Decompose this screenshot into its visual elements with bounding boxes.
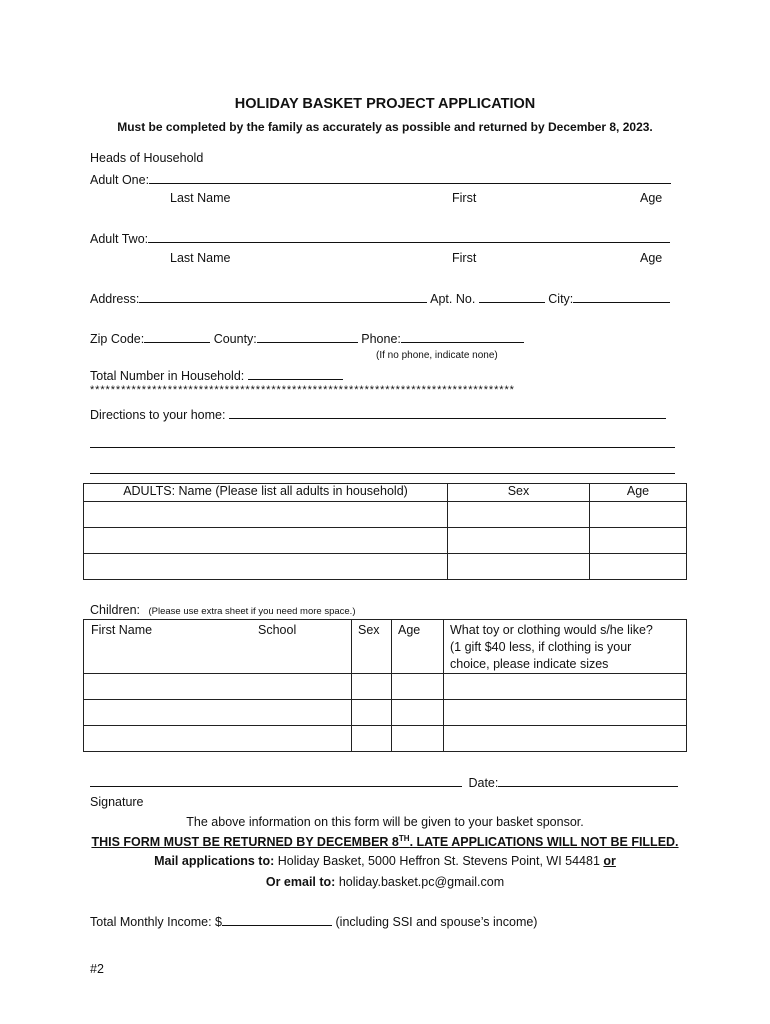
table-row: [84, 726, 687, 752]
household-label: Total Number in Household:: [90, 369, 245, 383]
signature-field[interactable]: [90, 775, 462, 787]
child-age-cell[interactable]: [392, 726, 444, 752]
form-title: HOLIDAY BASKET PROJECT APPLICATION: [234, 96, 536, 112]
adult-one-field[interactable]: [149, 172, 671, 184]
adults-name-header: ADULTS: Name (Please list all adults in household): [84, 484, 448, 502]
directions-field-2[interactable]: [90, 446, 675, 448]
adult-two-row: [90, 231, 670, 246]
deadline-post: . LATE APPLICATIONS WILL NOT BE FILLED.: [409, 835, 679, 850]
county-label: County:: [213, 332, 257, 346]
sponsor-note: The above information on this form will be given to your basket sponsor.: [186, 815, 584, 829]
date-label: Date:: [468, 776, 499, 790]
directions-field-3[interactable]: [90, 472, 675, 474]
children-header-row: [84, 620, 687, 674]
mail-label: Mail applications to:: [154, 854, 275, 868]
adult-one-row: [90, 172, 671, 187]
income-field[interactable]: [222, 914, 332, 926]
adult-two-label: Adult Two:: [90, 232, 149, 246]
adult-sex-cell[interactable]: [448, 554, 590, 580]
deadline-pre: THIS FORM MUST BE RETURNED BY DECEMBER 8: [91, 835, 399, 850]
children-sex-header: Sex: [352, 620, 392, 674]
children-gift-header: What toy or clothing would s/he like? (1 gift $40 less, if clothing is your choice, please indicate sizes: [444, 620, 687, 674]
income-row: [90, 914, 537, 929]
phone-field[interactable]: [401, 331, 524, 343]
zip-row: [90, 331, 524, 346]
table-row: [84, 674, 687, 700]
date-field[interactable]: [498, 775, 678, 787]
adult-age-cell[interactable]: [590, 502, 687, 528]
adults-header-row: [84, 484, 687, 502]
address-row: [90, 291, 670, 306]
directions-label: Directions to your home:: [90, 408, 226, 422]
mail-row: [0, 854, 770, 868]
adult-name-cell[interactable]: [84, 554, 448, 580]
income-label: Total Monthly Income: $: [90, 915, 223, 929]
adult-one-first-caption: First: [452, 191, 477, 205]
city-label: City:: [548, 292, 574, 306]
child-name-cell[interactable]: [84, 726, 352, 752]
income-note: (including SSI and spouse’s income): [335, 915, 538, 929]
children-name-school-header: [84, 620, 352, 674]
adults-sex-header: Sex: [448, 484, 590, 502]
mail-or: or: [603, 854, 616, 868]
zip-field[interactable]: [144, 331, 210, 343]
email-label: Or email to:: [265, 875, 336, 889]
child-sex-cell[interactable]: [352, 700, 392, 726]
deadline-notice: [0, 834, 770, 849]
child-gift-cell[interactable]: [444, 674, 687, 700]
children-note: (Please use extra sheet if you need more space.): [148, 606, 356, 617]
phone-label: Phone:: [361, 332, 401, 346]
page-number: #2: [90, 962, 104, 976]
signature-date-row: [90, 775, 678, 790]
table-row: [84, 554, 687, 580]
children-label-row: [90, 601, 356, 619]
child-gift-cell[interactable]: [444, 726, 687, 752]
phone-note: (If no phone, indicate none): [376, 350, 498, 361]
adult-age-cell[interactable]: [590, 528, 687, 554]
child-sex-cell[interactable]: [352, 674, 392, 700]
signature-label: Signature: [90, 795, 144, 809]
email-row: [0, 875, 770, 889]
child-name-cell[interactable]: [84, 674, 352, 700]
county-field[interactable]: [257, 331, 358, 343]
adult-name-cell[interactable]: [84, 502, 448, 528]
child-name-cell[interactable]: [84, 700, 352, 726]
adult-one-label: Adult One:: [90, 173, 150, 187]
star-divider: **********************************************************************************: [90, 384, 515, 396]
first-name-header: First Name: [91, 623, 153, 637]
adult-two-last-name-caption: Last Name: [170, 251, 231, 265]
children-table: [83, 619, 687, 752]
mail-address: Holiday Basket, 5000 Heffron St. Stevens Point, WI 54481: [277, 854, 600, 868]
directions-field-1[interactable]: [229, 407, 666, 419]
address-label: Address:: [90, 292, 140, 306]
apt-field[interactable]: [479, 291, 545, 303]
adult-sex-cell[interactable]: [448, 502, 590, 528]
heads-of-household-label: Heads of Household: [90, 151, 204, 165]
household-field[interactable]: [248, 368, 343, 380]
adult-two-first-caption: First: [452, 251, 477, 265]
school-header: School: [258, 623, 297, 637]
table-row: [84, 700, 687, 726]
adult-sex-cell[interactable]: [448, 528, 590, 554]
adult-two-age-caption: Age: [640, 251, 663, 265]
adult-name-cell[interactable]: [84, 528, 448, 554]
adults-age-header: Age: [590, 484, 687, 502]
adult-one-age-caption: Age: [640, 191, 663, 205]
child-age-cell[interactable]: [392, 700, 444, 726]
table-row: [84, 502, 687, 528]
zip-label: Zip Code:: [90, 332, 145, 346]
household-row: [90, 368, 343, 383]
directions-row: [90, 407, 666, 422]
child-sex-cell[interactable]: [352, 726, 392, 752]
children-age-header: Age: [392, 620, 444, 674]
adults-table: [83, 483, 687, 580]
adult-two-field[interactable]: [148, 231, 670, 243]
deadline-sup: TH: [398, 834, 410, 843]
child-age-cell[interactable]: [392, 674, 444, 700]
email-address: holiday.basket.pc@gmail.com: [338, 875, 505, 889]
adult-age-cell[interactable]: [590, 554, 687, 580]
child-gift-cell[interactable]: [444, 700, 687, 726]
city-field[interactable]: [573, 291, 670, 303]
adult-one-last-name-caption: Last Name: [170, 191, 231, 205]
apt-label: Apt. No.: [430, 292, 476, 306]
form-subtitle: Must be completed by the family as accurately as possible and returned by December 8, 2023.: [117, 120, 653, 134]
table-row: [84, 528, 687, 554]
address-field[interactable]: [139, 291, 427, 303]
children-label: Children:: [90, 603, 141, 617]
